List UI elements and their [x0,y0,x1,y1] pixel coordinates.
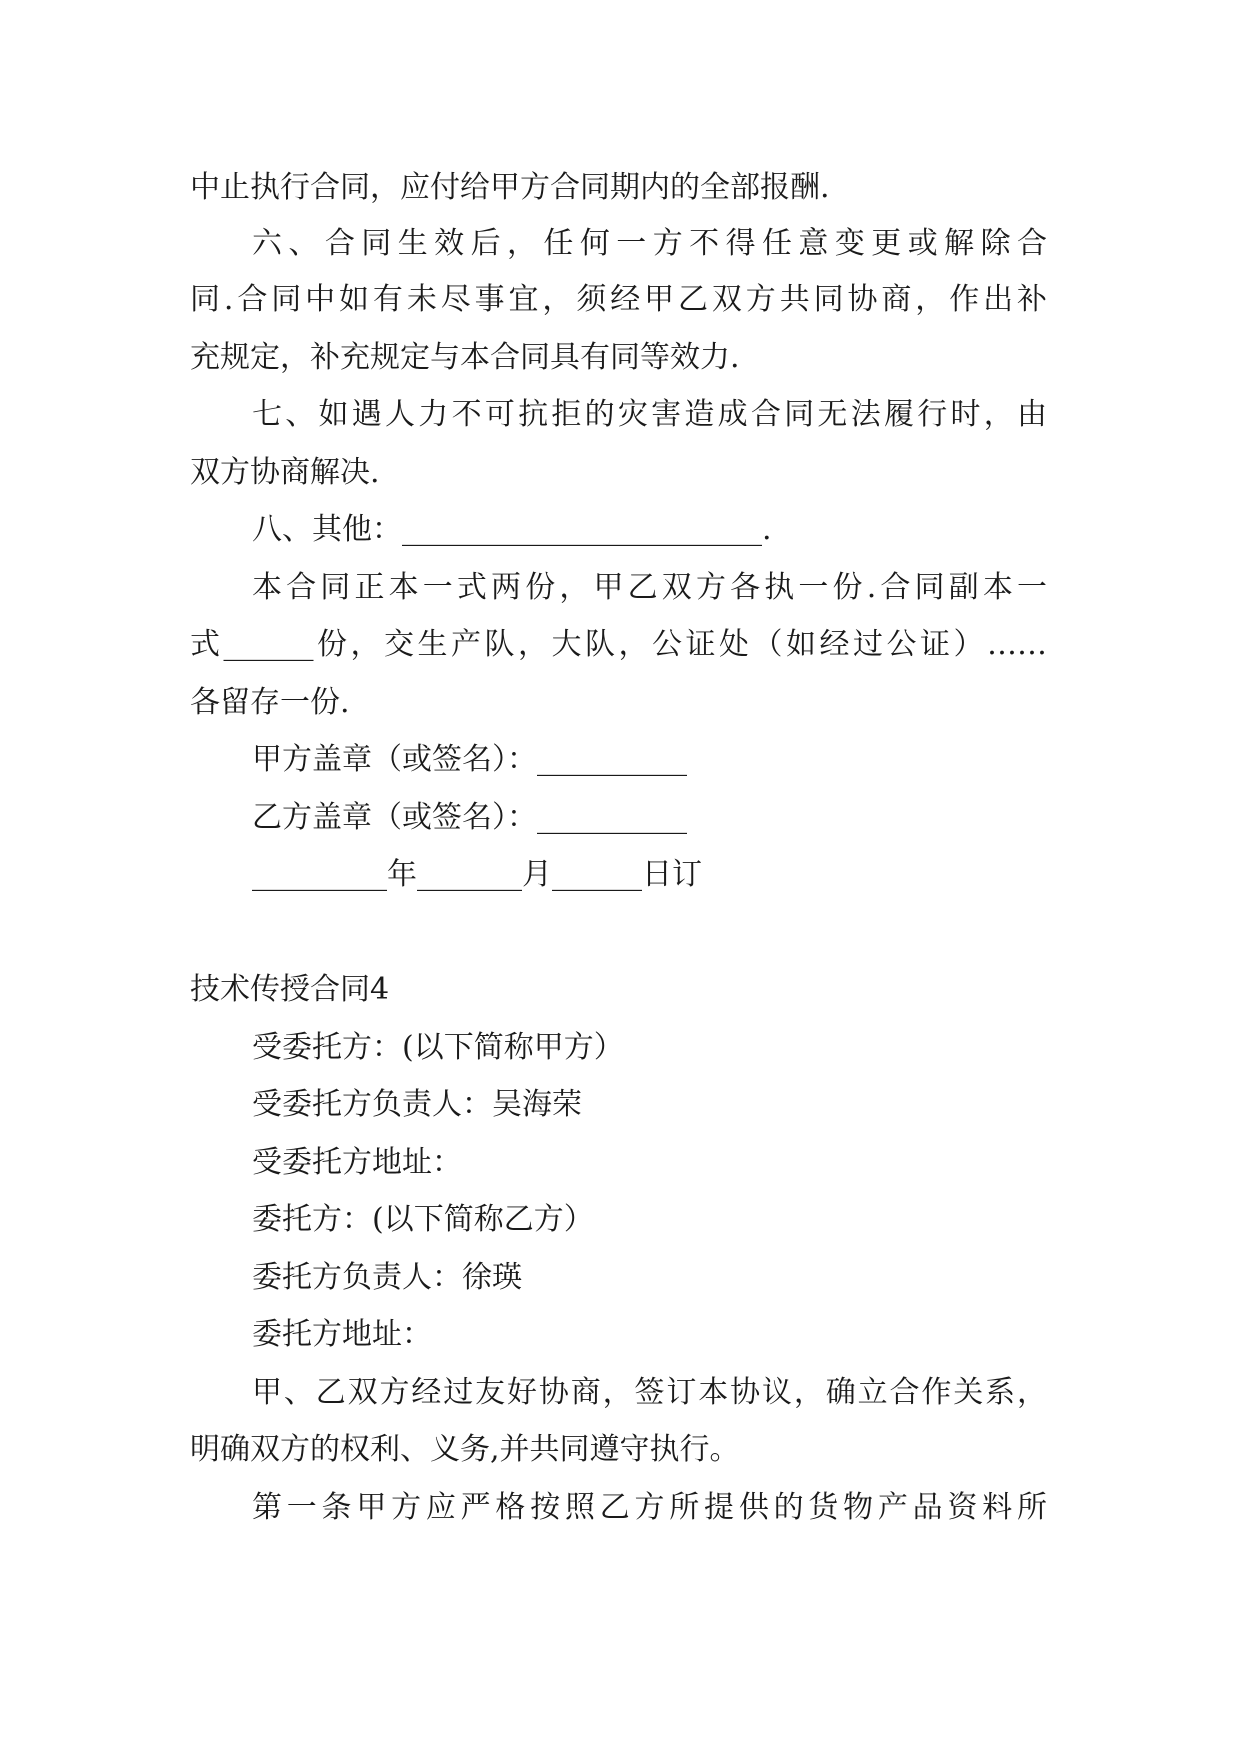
text-line: 八、其他：________________________. [252,512,772,547]
text-line: 委托方：(以下简称乙方） [252,1202,594,1237]
text-line: 甲、乙双方经过友好协商，签订本协议，确立合作关系， [252,1375,1047,1410]
text-line: 各留存一份. [190,685,350,720]
text-line: 同.合同中如有未尽事宜，须经甲乙双方共同协商，作出补 [190,282,1047,317]
signature-line-party-b: 乙方盖章（或签名）：__________ [252,800,687,835]
text-line: 受委托方：(以下简称甲方） [252,1030,624,1065]
text-line: 受委托方负责人：吴海荣 [252,1087,582,1122]
date-line: _________年_______月______日订 [252,857,702,892]
signature-line-party-a: 甲方盖章（或签名）：__________ [252,742,687,777]
text-line: 六、合同生效后，任何一方不得任意变更或解除合 [252,226,1047,261]
text-line: 明确双方的权利、义务,并共同遵守执行。 [190,1432,740,1467]
text-line: 本合同正本一式两份，甲乙双方各执一份.合同副本一 [252,570,1047,605]
text-line: 中止执行合同，应付给甲方合同期内的全部报酬. [190,170,830,205]
text-line: 委托方地址： [252,1317,432,1352]
text-line: 受委托方地址： [252,1145,462,1180]
text-line: 委托方负责人：徐瑛 [252,1260,522,1295]
text-line: 充规定，补充规定与本合同具有同等效力. [190,340,740,375]
section-title: 技术传授合同4 [190,972,390,1007]
text-line: 七、如遇人力不可抗拒的灾害造成合同无法履行时，由 [252,397,1047,432]
text-line: 双方协商解决. [190,455,380,490]
text-line: 第一条甲方应严格按照乙方所提供的货物产品资料所 [252,1490,1047,1525]
text-line: 式______份，交生产队，大队，公证处（如经过公证）…… [190,627,1047,662]
